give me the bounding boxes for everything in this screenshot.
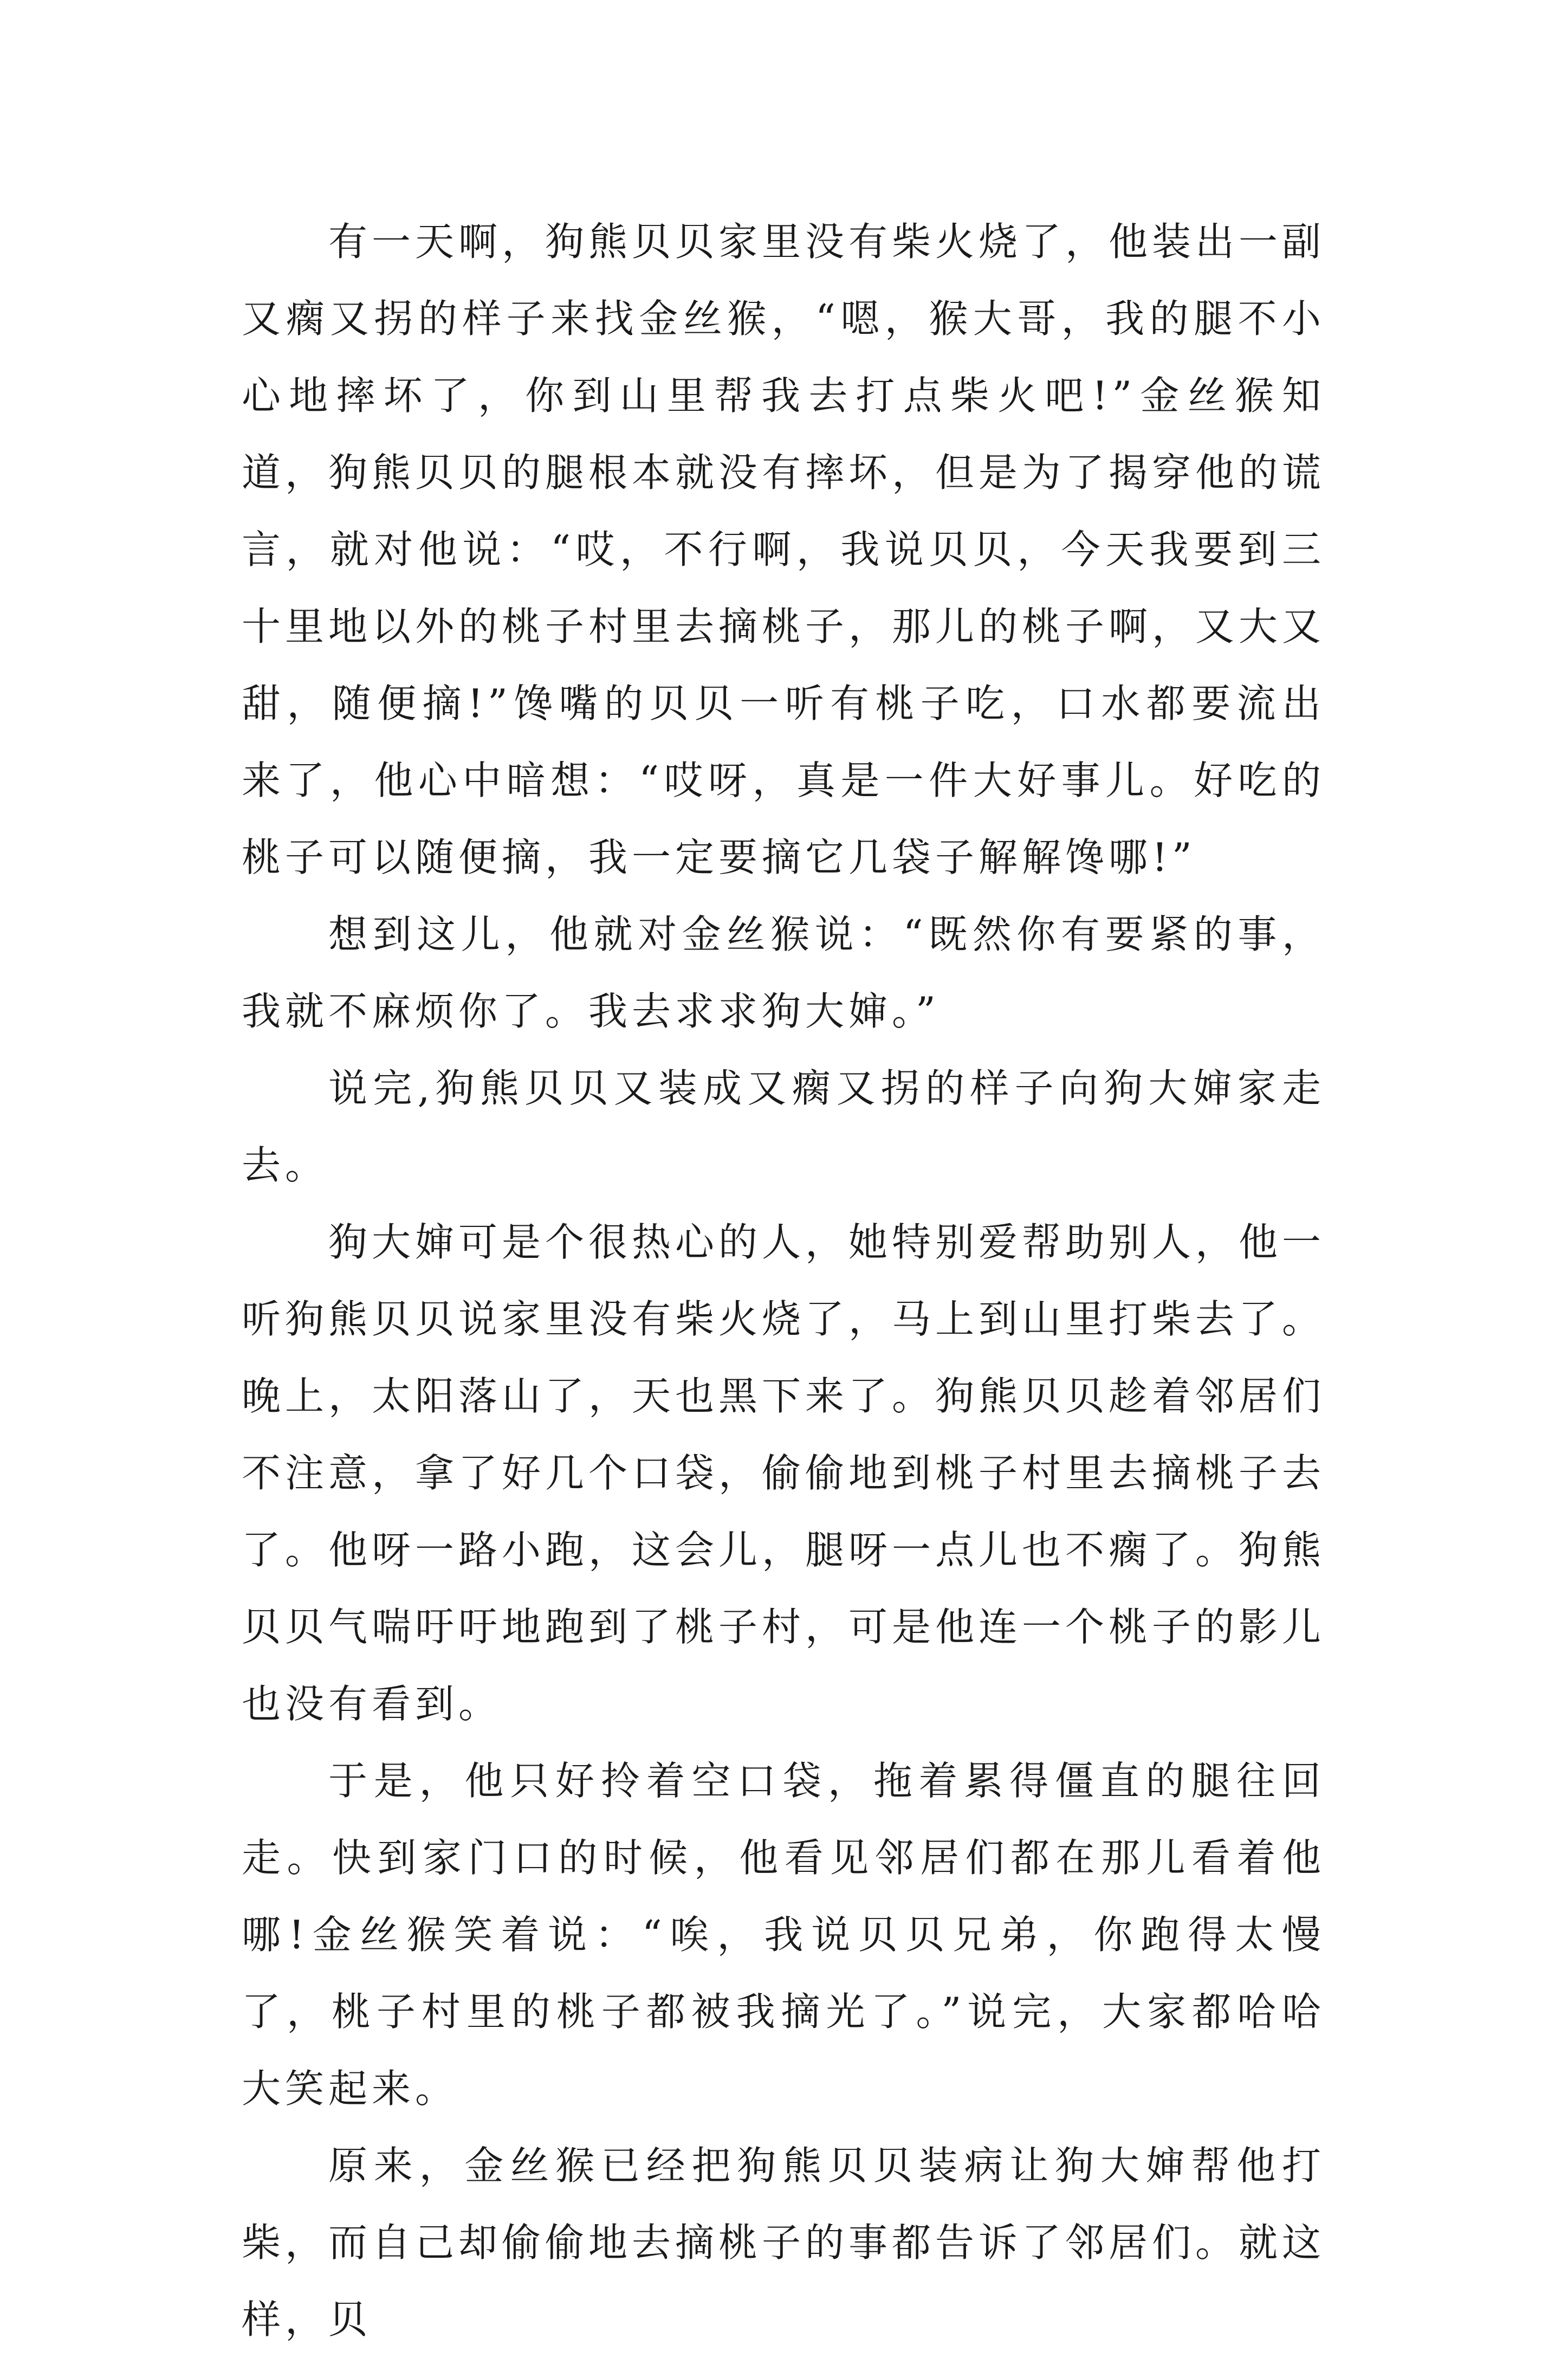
paragraph-3: 说完,狗熊贝贝又装成又瘸又拐的样子向狗大婶家走去。 (242, 1065, 1325, 1188)
paragraph-4: 狗大婶可是个很热心的人，她特别爱帮助别人，他一听狗熊贝贝说家里没有柴火烧了，马上到山里打柴去了。晚上，太阳落山了，天也黑下来了。狗熊贝贝趁着邻居们不注意，拿了好几个口袋，偷偷地到桃子村里去摘桃子去了。他呀一路小跑，这会儿，腿呀一点儿也不瘸了。狗熊贝贝气喘吁吁地跑到了桃子村，可是他连一个桃子的影儿也没有看到。 (242, 1219, 1326, 1727)
story-text (242, 203, 1325, 2358)
paragraph-2: 想到这儿，他就对金丝猴说：“既然你有要紧的事，我就不麻烦你了。我去求求狗大婶。” (242, 912, 1325, 1034)
paragraph-5: 于是，他只好拎着空口袋，拖着累得僵直的腿往回走。快到家门口的时候，他看见邻居们都在那儿看着他哪!金丝猴笑着说：“唉，我说贝贝兄弟，你跑得太慢了，桃子村里的桃子都被我摘光了。”说完，大家都哈哈大笑起来。 (242, 1758, 1325, 2111)
paragraph-6: 原来，金丝猴已经把狗熊贝贝装病让狗大婶帮他打柴，而自己却偷偷地去摘桃子的事都告诉了邻居们。就这样，贝 (242, 2143, 1326, 2342)
paragraph-1: 有一天啊，狗熊贝贝家里没有柴火烧了，他装出一副又瘸又拐的样子来找金丝猴，“嗯，猴大哥，我的腿不小心地摔坏了，你到山里帮我去打点柴火吧!”金丝猴知道，狗熊贝贝的腿根本就没有摔坏，但是为了揭穿他的谎言，就对他说：“哎，不行啊，我说贝贝，今天我要到三十里地以外的桃子村里去摘桃子，那儿的桃子啊，又大又甜，随便摘!”馋嘴的贝贝一听有桃子吃，口水都要流出来了，他心中暗想：“哎呀，真是一件大好事儿。好吃的桃子可以随便摘，我一定要摘它几袋子解解馋哪!” (242, 219, 1326, 880)
